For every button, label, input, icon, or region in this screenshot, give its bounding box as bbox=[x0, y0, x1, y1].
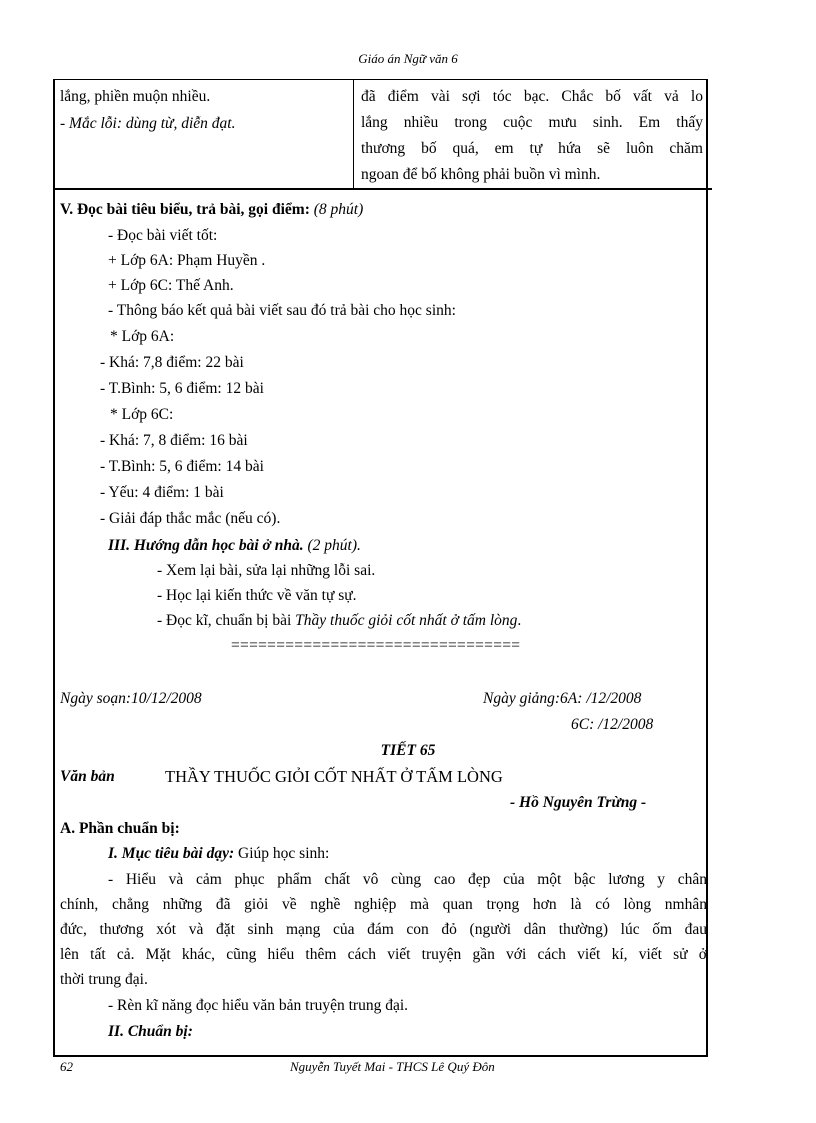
section-v-line: - T.Bình: 5, 6 điểm: 12 bài bbox=[100, 380, 264, 397]
table-left-line: - Mắc lỗi: dùng từ, diễn đạt. bbox=[60, 115, 236, 132]
section-v-line: - T.Bình: 5, 6 điểm: 14 bài bbox=[100, 458, 264, 475]
table-right-line: thương bố quá, em tự hứa sẽ luôn chăm bbox=[361, 140, 703, 157]
chuan-bi-heading: II. Chuẩn bị: bbox=[108, 1023, 193, 1040]
section-v-line: - Thông báo kết quả bài viết sau đó trả bài cho học sinh: bbox=[108, 302, 456, 319]
table-right-line: đã điểm vài sợi tóc bạc. Chắc bố vất vả lo bbox=[361, 88, 703, 105]
ngay-giang: Ngày giảng:6A: /12/2008 bbox=[483, 690, 642, 707]
table-divider bbox=[353, 80, 354, 189]
ngay-giang-6c: 6C: /12/2008 bbox=[571, 716, 654, 733]
footer-author: Nguyễn Tuyết Mai - THCS Lê Quý Đôn bbox=[290, 1059, 495, 1074]
section-v-line: + Lớp 6C: Thế Anh. bbox=[108, 277, 234, 294]
part-a-heading: A. Phần chuẩn bị: bbox=[60, 820, 180, 837]
divider-line: ================================ bbox=[231, 637, 521, 654]
lesson-title: THẦY THUỐC GIỎI CỐT NHẤT Ở TẤM LÒNG bbox=[165, 767, 503, 786]
muc-tieu-line: I. Mục tiêu bài dạy: Giúp học sinh: bbox=[108, 845, 330, 862]
section-v-line: - Giải đáp thắc mắc (nếu có). bbox=[100, 510, 281, 527]
para-line: lên tất cả. Mặt khác, cũng hiểu thêm cách viết truyện gần với cách viết kí, viết sử ở bbox=[60, 946, 707, 963]
tiet-number: TIẾT 65 bbox=[380, 742, 436, 759]
para-line: chính, chẳng những đã giỏi về nghề nghiệp mà quan trọng hơn là có lòng nmhân bbox=[60, 896, 707, 913]
van-ban-label: Văn bản bbox=[60, 768, 115, 785]
section-v-line: - Đọc bài viết tốt: bbox=[108, 227, 218, 244]
section-v-line: * Lớp 6C: bbox=[110, 406, 174, 423]
section-iii-heading: III. Hướng dẫn học bài ở nhà. (2 phút). bbox=[108, 537, 361, 554]
lesson-author: - Hồ Nguyên Trừng - bbox=[510, 794, 647, 811]
section-v-line: - Yếu: 4 điểm: 1 bài bbox=[100, 484, 224, 501]
section-v-heading: V. Đọc bài tiêu biểu, trả bài, gọi điểm: (8 phút) bbox=[60, 201, 364, 218]
section-v-line: * Lớp 6A: bbox=[110, 328, 175, 345]
page-header: Giáo án Ngữ văn 6 bbox=[358, 51, 458, 66]
section-v-line: + Lớp 6A: Phạm Huyền . bbox=[108, 252, 266, 269]
skill-line: - Rèn kĩ năng đọc hiểu văn bản truyện trung đại. bbox=[108, 997, 409, 1014]
ngay-soan: Ngày soạn:10/12/2008 bbox=[60, 690, 202, 707]
section-v-line: - Khá: 7,8 điểm: 22 bài bbox=[100, 354, 244, 371]
next-lesson-title: Thầy thuốc giỏi cốt nhất ở tấm lòng bbox=[295, 612, 518, 629]
table-right-line: ngoan để bố không phải buồn vì mình. bbox=[361, 166, 601, 183]
table-bottom-border bbox=[53, 188, 712, 190]
section-iii-line: - Xem lại bài, sửa lại những lỗi sai. bbox=[157, 562, 376, 579]
para-line: - Hiểu và cảm phục phẩm chất vô cùng cao đẹp của một bậc lương y chân bbox=[108, 871, 707, 888]
page-number: 62 bbox=[60, 1059, 73, 1074]
table-right-line: lắng nhiều trong cuộc mưu sinh. Em thấy bbox=[361, 114, 703, 131]
table-left-line: lắng, phiền muộn nhiều. bbox=[60, 88, 211, 105]
para-line: đức, thương xót và đặt sinh mạng của đám con đỏ (người dân thường) lúc ốm đau bbox=[60, 921, 707, 938]
section-v-line: - Khá: 7, 8 điểm: 16 bài bbox=[100, 432, 248, 449]
section-iii-line: - Đọc kĩ, chuẩn bị bài Thầy thuốc giỏi cốt nhất ở tấm lòng. bbox=[157, 612, 522, 629]
para-line: thời trung đại. bbox=[60, 971, 148, 988]
section-iii-line: - Học lại kiến thức về văn tự sự. bbox=[157, 587, 357, 604]
